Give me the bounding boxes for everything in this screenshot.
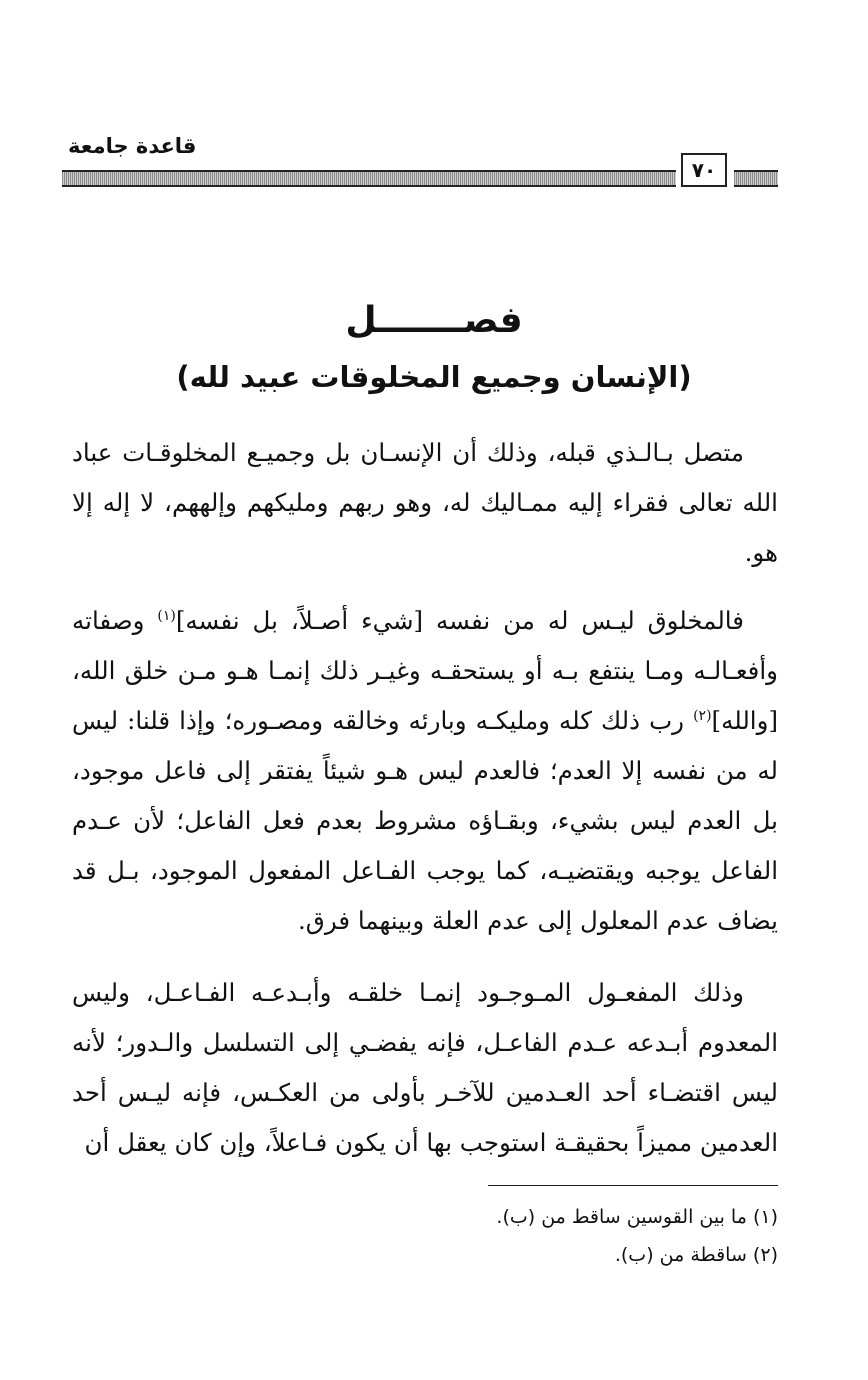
header-rule-left — [62, 170, 676, 187]
footnote-ref-1[interactable]: (١) — [157, 607, 176, 624]
footnote-2: (٢) ساقطة من (ب). — [614, 1244, 778, 1266]
paragraph-1 — [72, 428, 778, 578]
paragraph-2-part-b: وصفاته وأفعـالـه ومـا ينتفع بـه أو يستحقـه وغيـر ذلك إنمـا هـو مـن خلق الله، [والله] — [72, 606, 778, 735]
section-subtitle: (الإنسان وجميع المخلوقات عبيد لله) — [176, 360, 692, 394]
running-title: قاعدة جامعة — [68, 134, 197, 158]
paragraph-3-text: وذلك المفعـول المـوجـود إنمـا خلقـه وأبـدعـه الفـاعـل، وليس المعدوم أبـدعه عـدم الفاعـل، فإنه يفضـي إلى التسلسل والـدور؛ لأنه ليس اقتضـاء أحد العـدمين للآخـر بأولى من العكـس، فإنه ليـس أحد العدمين مميزاً بحقيقـة استوجب بها أن يكون فـاعلاً، وإن كان يعقل أن — [72, 978, 778, 1157]
footnote-divider — [488, 1185, 778, 1186]
section-heading: فصـــــــل — [345, 300, 523, 341]
paragraph-2-part-c: رب ذلك كله ومليكـه وبارئه وخالقه ومصـوره؛ وإذا قلنا: ليس له من نفسه إلا العدم؛ فالعدم ليس هـو شيئاً يفتقر إلى فاعل موجود، بل العدم ليس بشيء، وبقـاؤه مشروط بعدم فعل الفاعل؛ لأن عـدم الفاعل يوجبه ويقتضيـه، كما يوجب الفـاعل المفعول الموجود، بـل قد يضاف عدم المعلول إلى عدم العلة وبينهما فرق. — [72, 706, 778, 935]
paragraph-1-text: متصل بـالـذي قبله، وذلك أن الإنسـان بل وجميـع المخلوقـات عباد الله تعالى فقراء إليه ممـاليك له، وهو ربهم ومليكهم وإلههم، لا إله إلا هو. — [72, 438, 778, 567]
footnote-ref-2[interactable]: (٢) — [693, 707, 712, 724]
paragraph-2-text — [72, 596, 778, 946]
paragraph-2 — [72, 596, 778, 946]
paragraph-3 — [72, 968, 778, 1168]
paragraph-2-part-a: فالمخلوق ليـس له من نفسه [شيء أصـلاً، بل نفسه] — [175, 606, 744, 635]
page-number: ٧٠ — [681, 153, 727, 187]
footnote-1: (١) ما بين القوسين ساقط من (ب). — [496, 1206, 778, 1228]
header-rule-right — [734, 170, 778, 187]
footnotes — [72, 1198, 778, 1274]
